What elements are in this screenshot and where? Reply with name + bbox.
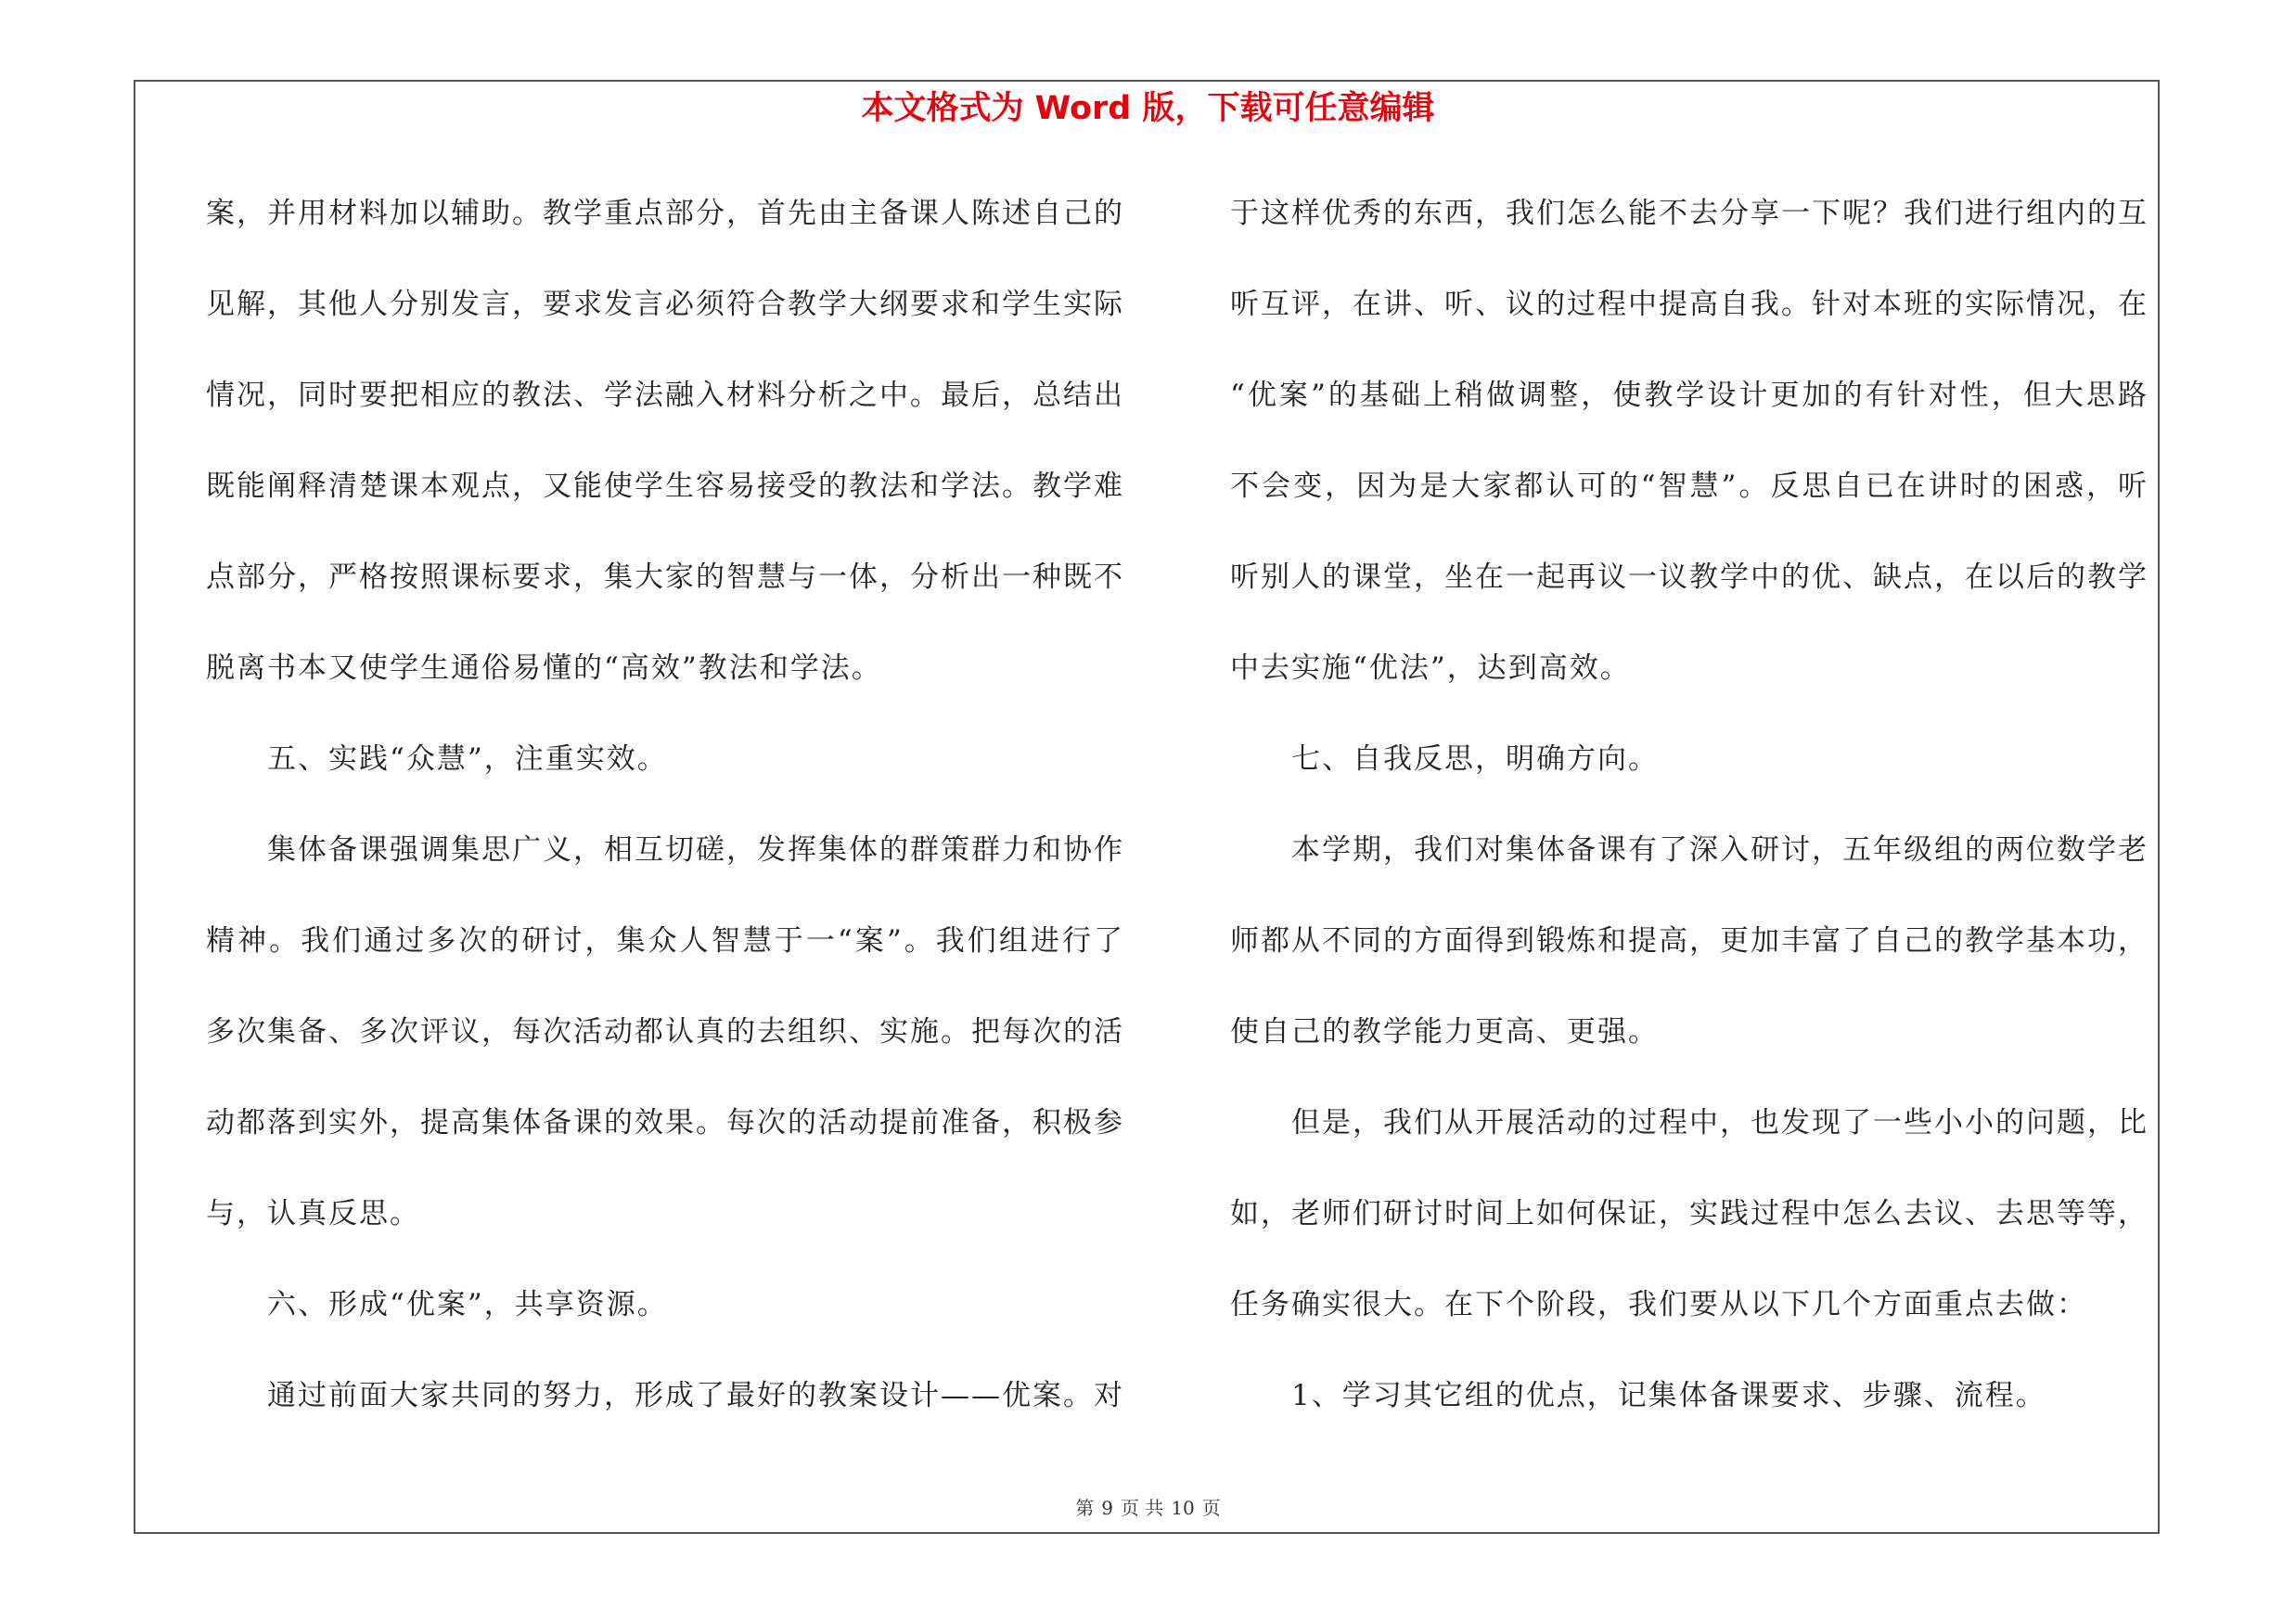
text-line: 七、自我反思，明确方向。 [1291, 742, 1659, 776]
text-line: 既能阐释清楚课本观点，又能使学生容易接受的教法和学法。教学难 [206, 470, 1124, 503]
text-line: 情况，同时要把相应的教法、学法融入材料分析之中。最后，总结出 [206, 379, 1124, 412]
text-line: 不会变，因为是大家都认可的“智慧”。反思自已在讲时的困惑，听 [1230, 470, 2148, 503]
text-line: 六、形成“优案”，共享资源。 [267, 1288, 668, 1321]
text-line: 与，认真反思。 [206, 1197, 420, 1230]
footer-middle: 页 共 [1120, 1497, 1164, 1519]
text-line: 使自己的教学能力更高、更强。 [1230, 1015, 1659, 1049]
text-line: 案，并用材料加以辅助。教学重点部分，首先由主备课人陈述自己的 [206, 197, 1124, 230]
text-line: 于这样优秀的东西，我们怎么能不去分享一下呢？我们进行组内的互 [1230, 197, 2148, 230]
text-line: 通过前面大家共同的努力，形成了最好的教案设计——优案。对 [267, 1379, 1124, 1412]
text-line: 多次集备、多次评议，每次活动都认真的去组织、实施。把每次的活 [206, 1015, 1124, 1049]
page-footer [0, 1496, 2296, 1520]
text-line: 听互评，在讲、听、议的过程中提高自我。针对本班的实际情况，在 [1230, 288, 2148, 321]
text-line: 本学期，我们对集体备课有了深入研讨，五年级组的两位数学老 [1291, 833, 2148, 867]
text-line: 点部分，严格按照课标要求，集大家的智慧与一体，分析出一种既不 [206, 560, 1124, 594]
footer-prefix: 第 [1075, 1497, 1095, 1519]
text-line: 五、实践“众慧”，注重实效。 [267, 742, 668, 776]
right-text-column [1230, 183, 2148, 1463]
text-line: 听别人的课堂，坐在一起再议一议教学中的优、缺点，在以后的教学 [1230, 560, 2148, 594]
footer-suffix: 页 [1201, 1497, 1221, 1519]
text-line: 精神。我们通过多次的研讨，集众人智慧于一“案”。我们组进行了 [206, 924, 1124, 958]
footer-total-pages: 10 [1171, 1497, 1195, 1519]
text-line: 见解，其他人分别发言，要求发言必须符合教学大纲要求和学生实际 [206, 288, 1124, 321]
text-line: 1、学习其它组的优点，记集体备课要求、步骤、流程。 [1291, 1379, 2046, 1412]
text-line: 任务确实很大。在下个阶段，我们要从以下几个方面重点去做： [1230, 1288, 2087, 1321]
text-line: 脱离书本又使学生通俗易懂的“高效”教法和学法。 [206, 651, 882, 685]
left-text-column [206, 183, 1124, 1463]
footer-page-number: 9 [1101, 1497, 1113, 1519]
text-line: 但是，我们从开展活动的过程中，也发现了一些小小的问题，比 [1291, 1106, 2148, 1140]
text-line: 动都落到实外，提高集体备课的效果。每次的活动提前准备，积极参 [206, 1106, 1124, 1140]
text-line: 中去实施“优法”，达到高效。 [1230, 651, 1631, 685]
text-line: 如，老师们研讨时间上如何保证，实践过程中怎么去议、去思等等， [1230, 1197, 2148, 1230]
text-line: 师都从不同的方面得到锻炼和提高，更加丰富了自己的教学基本功， [1230, 924, 2148, 958]
word-format-banner: 本文格式为 Word 版，下载可任意编辑 [861, 90, 1435, 127]
text-line: “优案”的基础上稍做调整，使教学设计更加的有针对性，但大思路 [1230, 379, 2148, 412]
text-line: 集体备课强调集思广义，相互切磋，发挥集体的群策群力和协作 [267, 833, 1124, 867]
